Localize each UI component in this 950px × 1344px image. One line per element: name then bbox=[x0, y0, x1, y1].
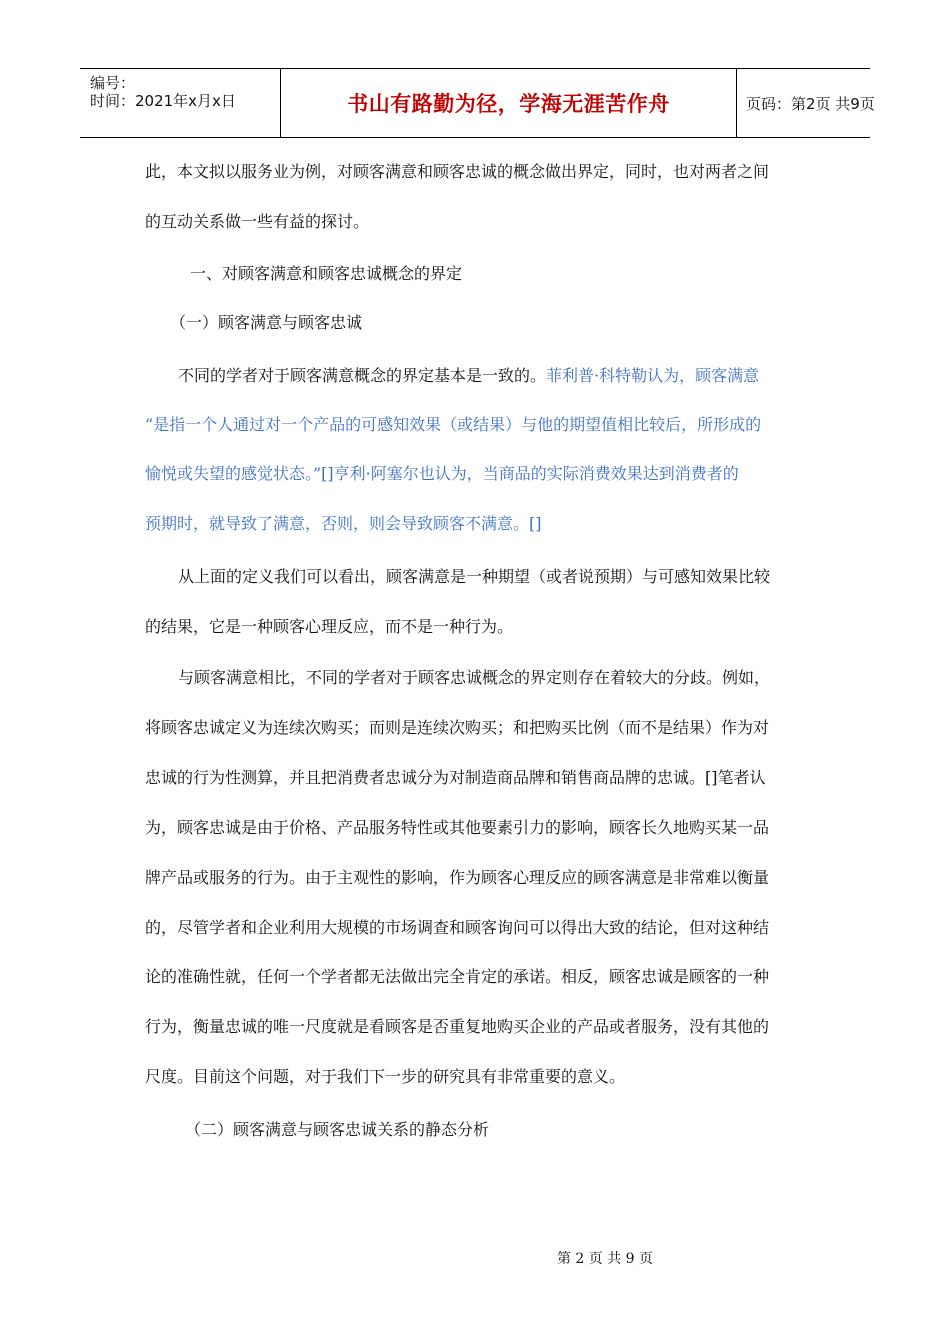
body-line bbox=[145, 918, 800, 938]
body-line bbox=[145, 464, 800, 484]
body-line bbox=[178, 567, 833, 587]
body-line bbox=[145, 617, 800, 637]
body-line bbox=[145, 212, 800, 232]
body-line-text: 牌产品或服务的行为。由于主观性的影响，作为顾客心理反应的顾客满意是非常难以衡量 bbox=[145, 868, 770, 887]
body-line bbox=[145, 1017, 800, 1037]
body-line bbox=[145, 768, 800, 788]
header-right-cell bbox=[736, 69, 875, 137]
body-line bbox=[145, 162, 800, 182]
motto-text: 书山有路勤为径，学海无涯苦作舟 bbox=[347, 92, 670, 116]
body-line bbox=[145, 415, 800, 435]
body-line-quote: 预期时，就导致了满意，否则，则会导致顾客不满意。[] bbox=[145, 514, 542, 533]
body-line-text: 的互动关系做一些有益的探讨。 bbox=[145, 212, 370, 231]
page-code: 页码：第2页 共9页 bbox=[746, 94, 875, 113]
body-line-text: 与顾客满意相比，不同的学者对于顾客忠诚概念的界定则存在着较大的分歧。例如， bbox=[178, 668, 771, 687]
body-line-quote: “是指一个人通过对一个产品的可感知效果（或结果）与他的期望值相比较后，所形成的 bbox=[145, 415, 762, 434]
body-line-text: 为，顾客忠诚是由于价格、产品服务特性或其他要素引力的影响，顾客长久地购买某一品 bbox=[145, 818, 770, 837]
body-line-text: 尺度。目前这个问题，对于我们下一步的研究具有非常重要的意义。 bbox=[145, 1067, 626, 1086]
body-line-quote: 愉悦或失望的感觉状态。”[]亨利·阿塞尔也认为，当商品的实际消费效果达到消费者的 bbox=[145, 464, 739, 483]
header-table bbox=[80, 68, 875, 138]
body-line-text: 将顾客忠诚定义为连续次购买；而则是连续次购买；和把购买比例（而不是结果）作为对 bbox=[145, 718, 770, 737]
body-line bbox=[178, 668, 833, 688]
body-line bbox=[185, 1120, 840, 1140]
body-line-text: 行为，衡量忠诚的唯一尺度就是看顾客是否重复地购买企业的产品或者服务，没有其他的 bbox=[145, 1017, 770, 1036]
body-line bbox=[178, 366, 833, 386]
body-line bbox=[145, 514, 800, 534]
body-line bbox=[170, 313, 825, 333]
body-line bbox=[145, 718, 800, 738]
body-line-text: 不同的学者对于顾客满意概念的界定基本是一致的。 bbox=[178, 366, 547, 385]
body-line-text: 的结果，它是一种顾客心理反应，而不是一种行为。 bbox=[145, 617, 514, 636]
body-line-text: 论的准确性就，任何一个学者都无法做出完全肯定的承诺。相反，顾客忠诚是顾客的一种 bbox=[145, 967, 770, 986]
body-line-text: 的，尽管学者和企业利用大规模的市场调查和顾客询问可以得出大致的结论，但对这种结 bbox=[145, 918, 770, 937]
body-line bbox=[145, 868, 800, 888]
body-line bbox=[145, 967, 800, 987]
body-line-text: 从上面的定义我们可以看出，顾客满意是一种期望（或者说预期）与可感知效果比较 bbox=[178, 567, 771, 586]
body-line-text: 一、对顾客满意和顾客忠诚概念的界定 bbox=[190, 264, 463, 283]
body-line-text: （二）顾客满意与顾客忠诚关系的静态分析 bbox=[185, 1120, 490, 1139]
header-center-cell bbox=[280, 69, 737, 137]
page-footer: 第 2 页 共 9 页 bbox=[556, 1251, 654, 1267]
body-line bbox=[190, 264, 845, 284]
body-line bbox=[145, 1067, 800, 1087]
body-line-text: （一）顾客满意与顾客忠诚 bbox=[170, 313, 363, 332]
body-line-text: 此，本文拟以服务业为例，对顾客满意和顾客忠诚的概念做出界定，同时，也对两者之间 bbox=[145, 162, 770, 181]
header-left-cell bbox=[80, 69, 280, 137]
body-line-text: 忠诚的行为性测算，并且把消费者忠诚分为对制造商品牌和销售商品牌的忠诚。[]笔者认 bbox=[145, 768, 766, 787]
body-line bbox=[145, 818, 800, 838]
body-line-quote: 菲利普·科特勒认为，顾客满意 bbox=[546, 366, 760, 385]
time-label: 时间：2021年x月x日 bbox=[90, 92, 236, 110]
number-label: 编号： bbox=[90, 74, 136, 92]
